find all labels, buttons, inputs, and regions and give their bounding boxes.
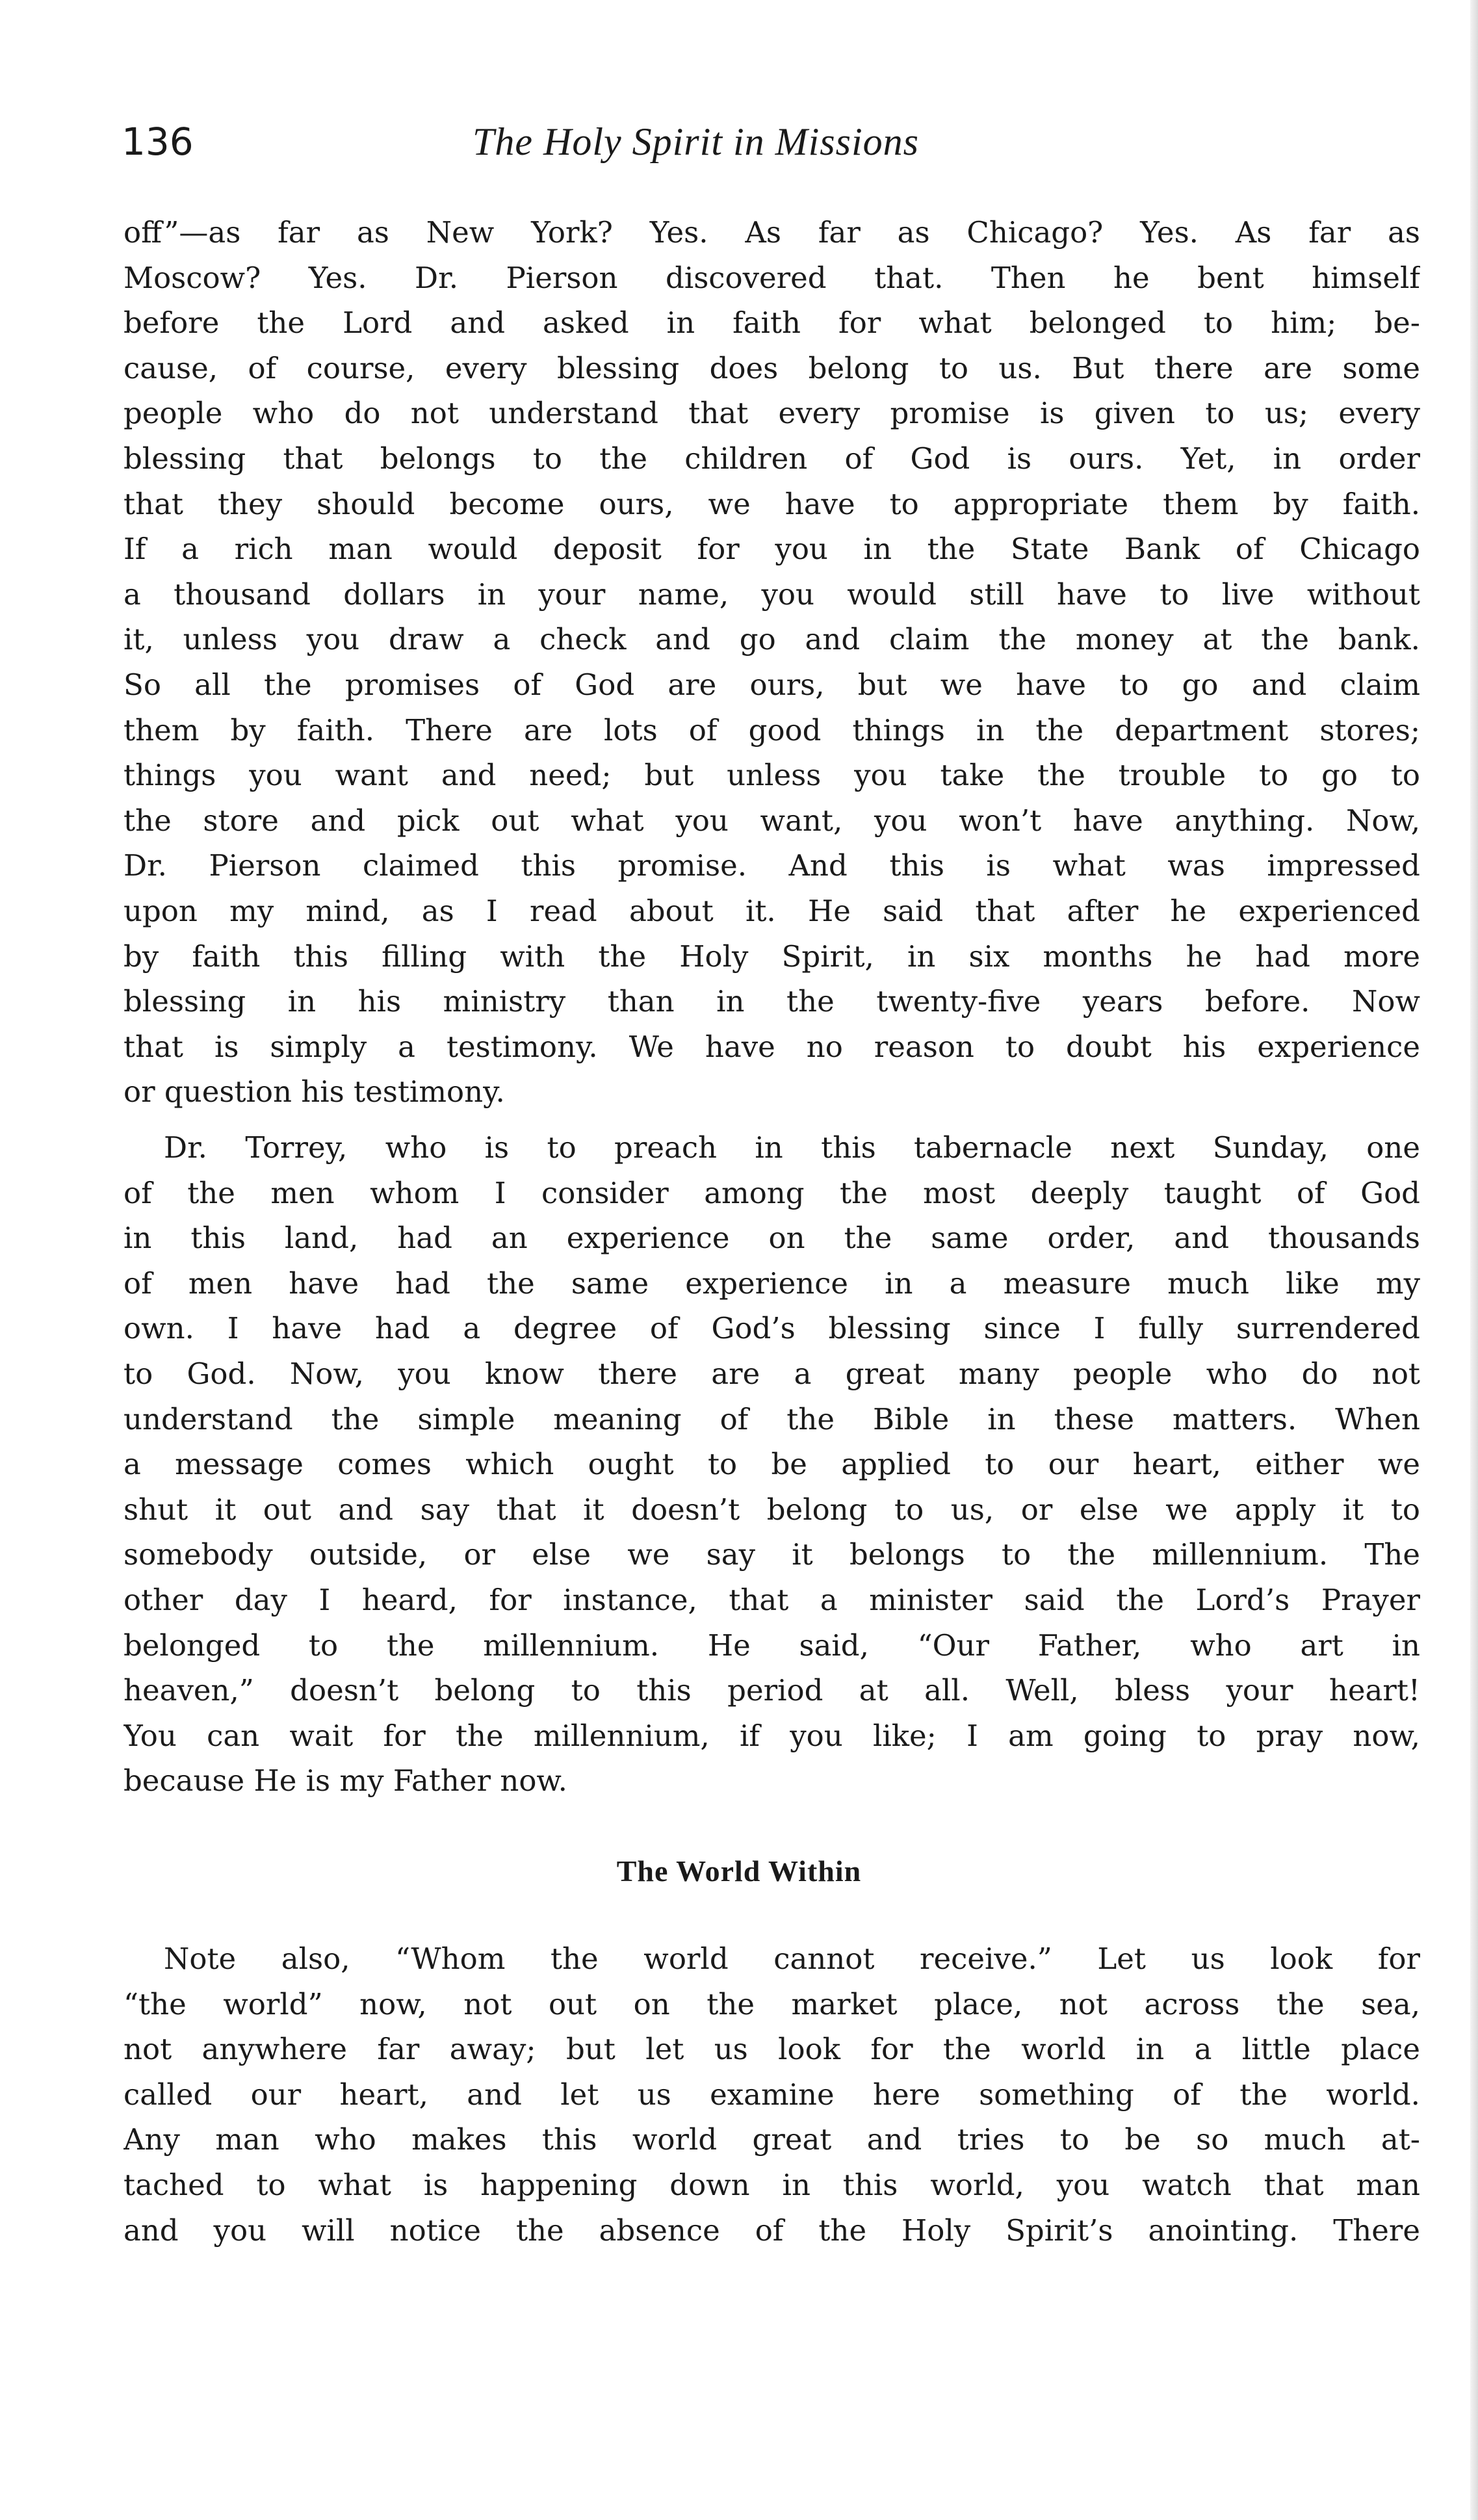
text-line: things you want and need; but unless you take the trouble to go to — [123, 758, 1420, 793]
text-line: If a rich man would deposit for you in the State Bank of Chicago — [123, 532, 1420, 567]
paragraph-2 — [123, 1125, 1420, 1804]
text-line: Moscow? Yes. Dr. Pierson discovered that. Then he bent himself — [123, 260, 1420, 295]
text-line: Dr. Pierson claimed this promise. And this is what was impressed — [123, 848, 1420, 883]
text-line: of men have had the same experience in a measure much like my — [123, 1266, 1420, 1301]
text-line: before the Lord and asked in faith for what belonged to him; be- — [123, 305, 1420, 341]
text-line: because He is my Father now. — [123, 1763, 567, 1799]
text-line: So all the promises of God are ours, but we have to go and claim — [123, 667, 1420, 702]
text-line: blessing in his ministry than in the twenty-five years before. Now — [123, 984, 1420, 1019]
text-line: understand the simple meaning of the Bible in these matters. When — [123, 1401, 1420, 1436]
text-line: to God. Now, you know there are a great many people who do not — [123, 1356, 1420, 1391]
text-line: called our heart, and let us examine here something of the world. — [123, 2077, 1420, 2112]
text-line: that is simply a testimony. We have no reason to doubt his experience — [123, 1029, 1420, 1064]
page-edge — [1470, 0, 1478, 2520]
text-line: Any man who makes this world great and tries to be so much at- — [123, 2122, 1420, 2157]
text-line: upon my mind, as I read about it. He said that after he experienced — [123, 893, 1420, 928]
text-line: that they should become ours, we have to appropriate them by faith. — [123, 486, 1420, 521]
text-line: or question his testimony. — [123, 1074, 505, 1110]
text-line: the store and pick out what you want, you won’t have anything. Now, — [123, 803, 1420, 838]
text-line: it, unless you draw a check and go and claim the money at the bank. — [123, 622, 1420, 657]
paragraph-3 — [123, 1936, 1420, 2253]
text-line: a thousand dollars in your name, you would still have to live without — [123, 577, 1420, 612]
running-head — [122, 114, 1402, 172]
text-line: and you will notice the absence of the Holy Spirit’s anointing. There — [123, 2213, 1420, 2248]
paragraph-1 — [123, 210, 1420, 1115]
text-line: blessing that belongs to the children of God is ours. Yet, in order — [123, 441, 1420, 476]
text-line: tached to what is happening down in this world, you watch that man — [123, 2167, 1420, 2202]
text-line: somebody outside, or else we say it belongs to the millennium. The — [123, 1537, 1420, 1572]
text-line: people who do not understand that every promise is given to us; every — [123, 396, 1420, 431]
text-line: belonged to the millennium. He said, “Our Father, who art in — [123, 1628, 1420, 1663]
text-line: by faith this filling with the Holy Spirit, in six months he had more — [123, 939, 1420, 974]
text-line: Dr. Torrey, who is to preach in this tabernacle next Sunday, one — [164, 1130, 1420, 1165]
text-line: a message comes which ought to be applied to our heart, either we — [123, 1447, 1420, 1482]
text-line: cause, of course, every blessing does belong to us. But there are some — [123, 350, 1420, 385]
text-line: shut it out and say that it doesn’t belong to us, or else we apply it to — [123, 1492, 1420, 1527]
text-line: not anywhere far away; but let us look for the world in a little place — [123, 2032, 1420, 2067]
text-line: them by faith. There are lots of good things in the department stores; — [123, 712, 1420, 747]
section-heading: The World Within — [616, 1854, 862, 1888]
text-line: Note also, “Whom the world cannot receive.” Let us look for — [164, 1942, 1420, 1976]
text-line: heaven,” doesn’t belong to this period at all. Well, bless your heart! — [123, 1673, 1420, 1708]
text-line: You can wait for the millennium, if you like; I am going to pray now, — [123, 1718, 1420, 1753]
page-number: 136 — [122, 120, 194, 164]
text-line: off”—as far as New York? Yes. As far as Chicago? Yes. As far as — [123, 215, 1420, 250]
text-line: own. I have had a degree of God’s blessing since I fully surrendered — [123, 1311, 1420, 1346]
text-line: “the world” now, not out on the market place, not across the sea, — [123, 1986, 1420, 2021]
running-title: The Holy Spirit in Missions — [473, 120, 920, 163]
text-line: of the men whom I consider among the most deeply taught of God — [123, 1175, 1420, 1210]
text-line: in this land, had an experience on the same order, and thousands — [123, 1221, 1420, 1256]
text-line: other day I heard, for instance, that a minister said the Lord’s Prayer — [123, 1582, 1420, 1617]
